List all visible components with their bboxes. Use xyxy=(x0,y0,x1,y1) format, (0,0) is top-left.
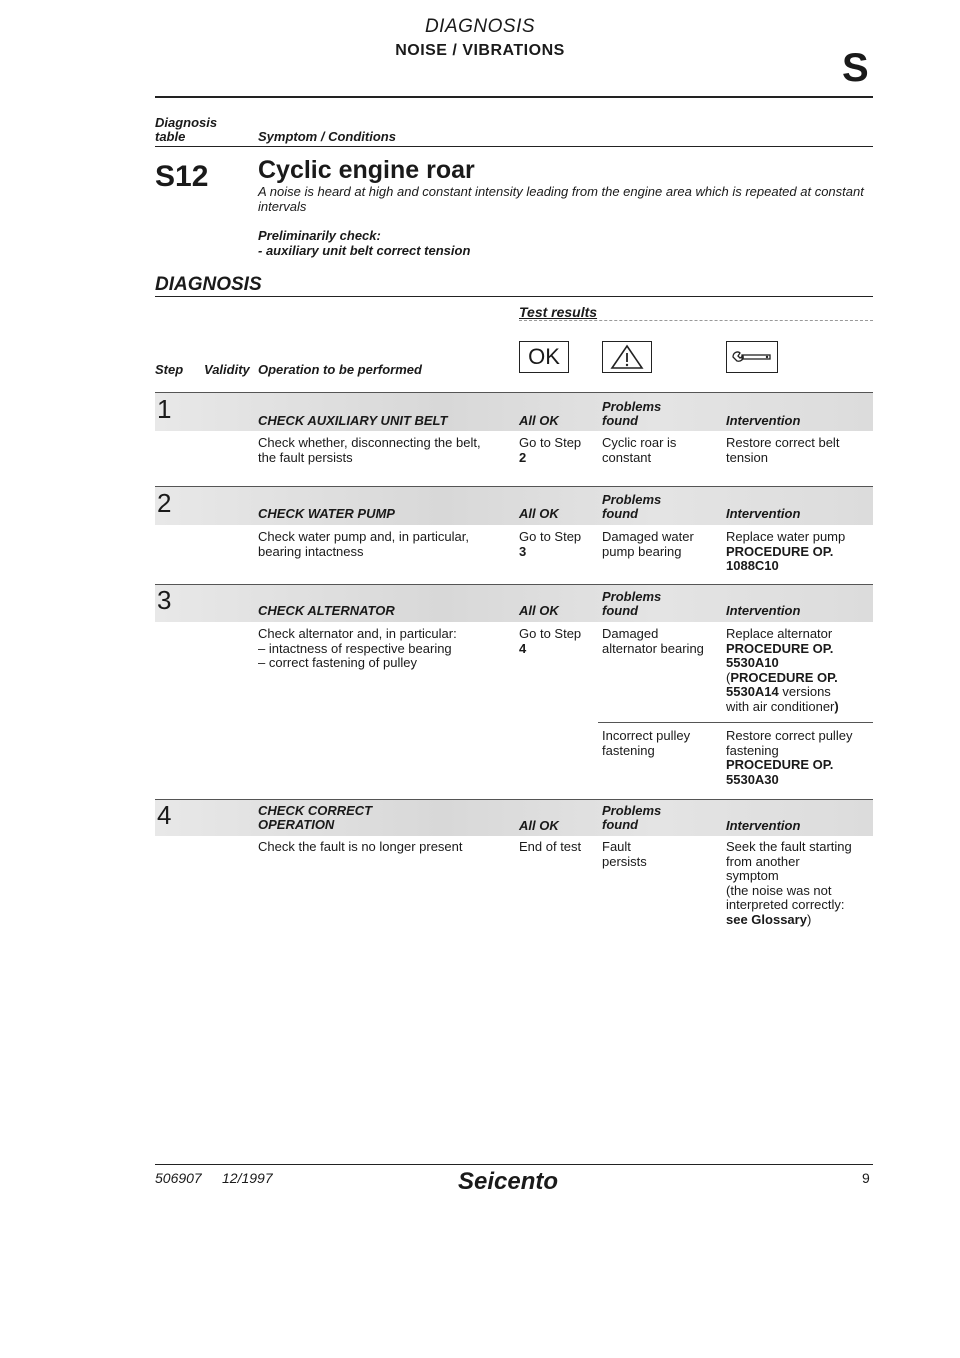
diagnosis-heading: DIAGNOSIS xyxy=(155,274,262,295)
step-3-problem-2: Incorrect pulley fastening xyxy=(602,728,691,758)
test-results-label: Test results xyxy=(519,304,598,320)
step-4-intervention-text: Seek the fault starting from another symptom (the noise was not interpreted correctly: see Glossary) xyxy=(726,839,852,927)
step-1-operation: Check whether, disconnecting the belt, the fault persists xyxy=(258,435,481,465)
footer-date: 12/1997 xyxy=(222,1170,273,1186)
header-rule xyxy=(155,96,873,98)
step-3-intervention-text-2: Restore correct pulley fastening PROCEDURE OP. 5530A30 xyxy=(726,728,853,787)
section-letter: S xyxy=(842,46,869,90)
step-1-number: 1 xyxy=(157,394,172,424)
step-1-problem: Cyclic roar is constant xyxy=(602,435,677,465)
wrench-icon xyxy=(726,341,778,373)
step-4-all-ok: All OK xyxy=(519,818,559,833)
step-2-problems-found: Problems found xyxy=(602,492,662,521)
diagnosis-table-label: Diagnosis table xyxy=(155,115,218,144)
step-2-number: 2 xyxy=(157,488,172,518)
symptom-code: S12 xyxy=(155,160,209,193)
warning-triangle-icon xyxy=(602,341,652,373)
step-3-intervention-text: Replace alternator PROCEDURE OP. 5530A10 (PROCEDURE OP. 5530A14 versions with air conditioner) xyxy=(726,626,839,714)
step-1-problems-found: Problems found xyxy=(602,399,662,428)
symptom-description: A noise is heard at high and constant intensity leading from the engine area which is repeated at constant intervals xyxy=(258,184,864,214)
step-4-intervention: Intervention xyxy=(726,818,801,833)
step-3-all-ok: All OK xyxy=(519,603,559,618)
step-2-problem: Damaged water pump bearing xyxy=(602,529,694,559)
subheader-rule xyxy=(155,146,873,147)
brand-logo: Seicento xyxy=(458,1168,559,1195)
step-4-problems-found: Problems found xyxy=(602,803,662,832)
step-2-intervention-text: Replace water pump PROCEDURE OP. 1088C10 xyxy=(726,529,846,573)
step-2-check: CHECK WATER PUMP xyxy=(258,506,395,521)
step-3-problem: Damaged alternator bearing xyxy=(602,626,704,656)
step-3-goto: Go to Step 4 xyxy=(519,626,582,656)
footer-doc-number: 506907 xyxy=(155,1170,202,1186)
step-2-all-ok: All OK xyxy=(519,506,559,521)
col-operation: Operation to be performed xyxy=(258,362,422,377)
step-3-divider xyxy=(598,722,873,723)
symptom-title: Cyclic engine roar xyxy=(258,156,475,184)
step-1-all-ok: All OK xyxy=(519,413,559,428)
step-1-intervention-text: Restore correct belt tension xyxy=(726,435,840,465)
page-header-subtitle: NOISE / VIBRATIONS xyxy=(395,42,565,59)
step-3-problems-found: Problems found xyxy=(602,589,662,618)
step-3-operation: Check alternator and, in particular: – intactness of respective bearing – correct fastening of pulley xyxy=(258,626,457,670)
page-number: 9 xyxy=(862,1170,870,1186)
test-results-rule xyxy=(519,320,873,321)
step-3-number: 3 xyxy=(157,585,172,615)
page-header-title: DIAGNOSIS xyxy=(424,16,536,37)
step-4-goto: End of test xyxy=(519,839,582,854)
step-1-intervention: Intervention xyxy=(726,413,801,428)
step-3-check: CHECK ALTERNATOR xyxy=(258,603,395,618)
col-validity: Validity xyxy=(204,362,250,377)
symptom-conditions-label: Symptom / Conditions xyxy=(258,129,396,144)
step-4-problem: Fault persists xyxy=(602,839,647,869)
footer-rule xyxy=(155,1164,873,1165)
step-2-operation: Check water pump and, in particular, bearing intactness xyxy=(258,529,469,559)
step-1-goto: Go to Step 2 xyxy=(519,435,582,465)
step-4-check: CHECK CORRECT OPERATION xyxy=(258,803,373,832)
diagnosis-rule xyxy=(155,296,873,297)
step-2-goto: Go to Step 3 xyxy=(519,529,582,559)
col-step: Step xyxy=(155,362,184,377)
step-4-number: 4 xyxy=(157,800,172,830)
step-2-intervention: Intervention xyxy=(726,506,801,521)
step-3-intervention: Intervention xyxy=(726,603,801,618)
step-4-operation: Check the fault is no longer present xyxy=(258,839,463,854)
preliminary-check: Preliminarily check: - auxiliary unit belt correct tension xyxy=(258,228,471,258)
ok-icon: OK xyxy=(519,341,569,373)
step-1-check: CHECK AUXILIARY UNIT BELT xyxy=(258,413,448,428)
